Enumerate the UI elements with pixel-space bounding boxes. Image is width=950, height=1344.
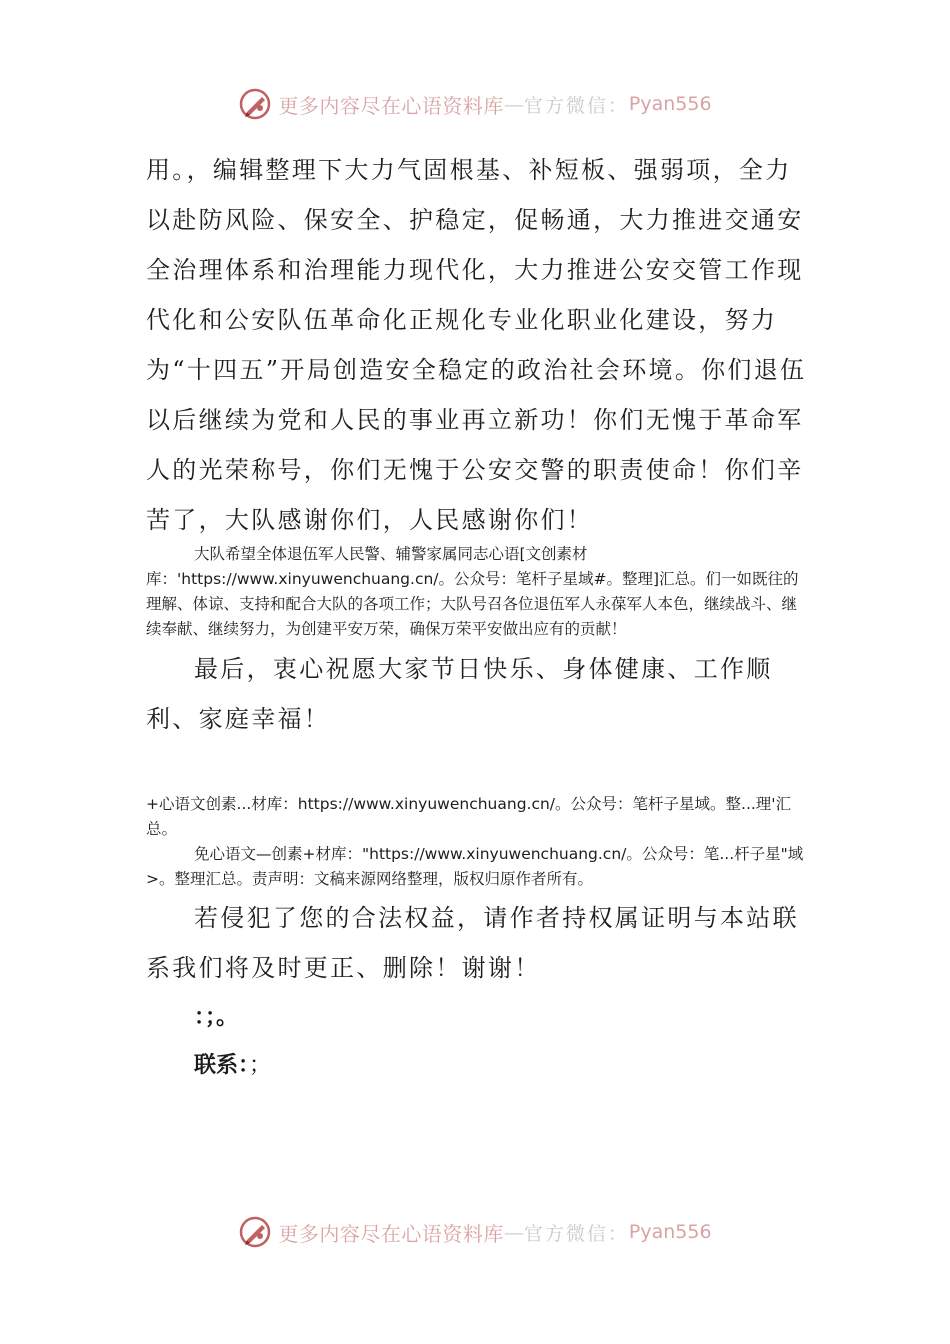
contact-label: 联系： xyxy=(194,1053,250,1078)
banner-separator: — xyxy=(503,1220,524,1244)
footer-watermark-banner xyxy=(0,1212,950,1252)
paragraph-disclaimer: 免心语文—创素+材库："https://www.xinyuwenchuang.cn/。公众号：笔...杆子星"域>。整理汇总。责声明：文稿来源网络整理，版权归原作者所有。 xyxy=(146,845,804,888)
paragraph-source-note-1: +心语文创素...材库：https://www.xinyuwenchuang.cn/。公众号：笔杆子星域。整...理'汇总。 xyxy=(146,795,792,838)
banner-wechat-id: Pyan556 xyxy=(628,1221,712,1243)
pen-logo-icon xyxy=(238,87,272,121)
punctuation-line: ：；。 xyxy=(194,1005,239,1030)
contact-value: ； xyxy=(249,1053,272,1078)
banner-main-text: 更多内容尽在心语资料库 xyxy=(278,1221,504,1246)
pen-logo-icon xyxy=(238,1215,272,1249)
banner-wechat-label: 官方微信： xyxy=(523,1222,629,1245)
banner-separator: — xyxy=(503,92,524,116)
banner-wechat-label: 官方微信： xyxy=(523,94,629,117)
paragraph-brigade-hope: 大队希望全体退伍军人民警、辅警家属同志心语[文创素材库：'https://www.xinyuwenchuang.cn/。公众号：笔杆子星域#。整理]汇总。们一如既往的理解、体谅、支持和配合大队的各项工作；大队号召各位退伍军人永葆军人本色，继续战斗、继续奉献、继续努力，为创建平安万荣，确保万荣平安做出应有的贡献！ xyxy=(146,545,799,638)
contact-line xyxy=(194,1042,271,1090)
paragraph-closing-thanks: 用。，编辑整理下大力气固根基、补短板、强弱项，全力以赴防风险、保安全、护稳定，促畅通，大力推进交通安全治理体系和治理能力现代化，大力推进公安交管工作现代化和公安队伍革命化正规化专业化职业化建设，努力为“十四五”开局创造安全稳定的政治社会环境。你们退伍以后继续为党和人民的事业再立新功！你们无愧于革命军人的光荣称号，你们无愧于公安交警的职责使命！你们辛苦了，大队感谢你们，人民感谢你们！ xyxy=(146,156,807,534)
header-watermark-banner xyxy=(0,84,950,124)
paragraph-best-wishes: 最后，衷心祝愿大家节日快乐、身体健康、工作顺利、家庭幸福！ xyxy=(146,655,773,733)
banner-wechat-id: Pyan556 xyxy=(628,93,712,115)
paragraph-infringement-notice: 若侵犯了您的合法权益，请作者持权属证明与本站联系我们将及时更正、删除！谢谢！ xyxy=(146,904,799,982)
banner-main-text: 更多内容尽在心语资料库 xyxy=(278,93,504,118)
